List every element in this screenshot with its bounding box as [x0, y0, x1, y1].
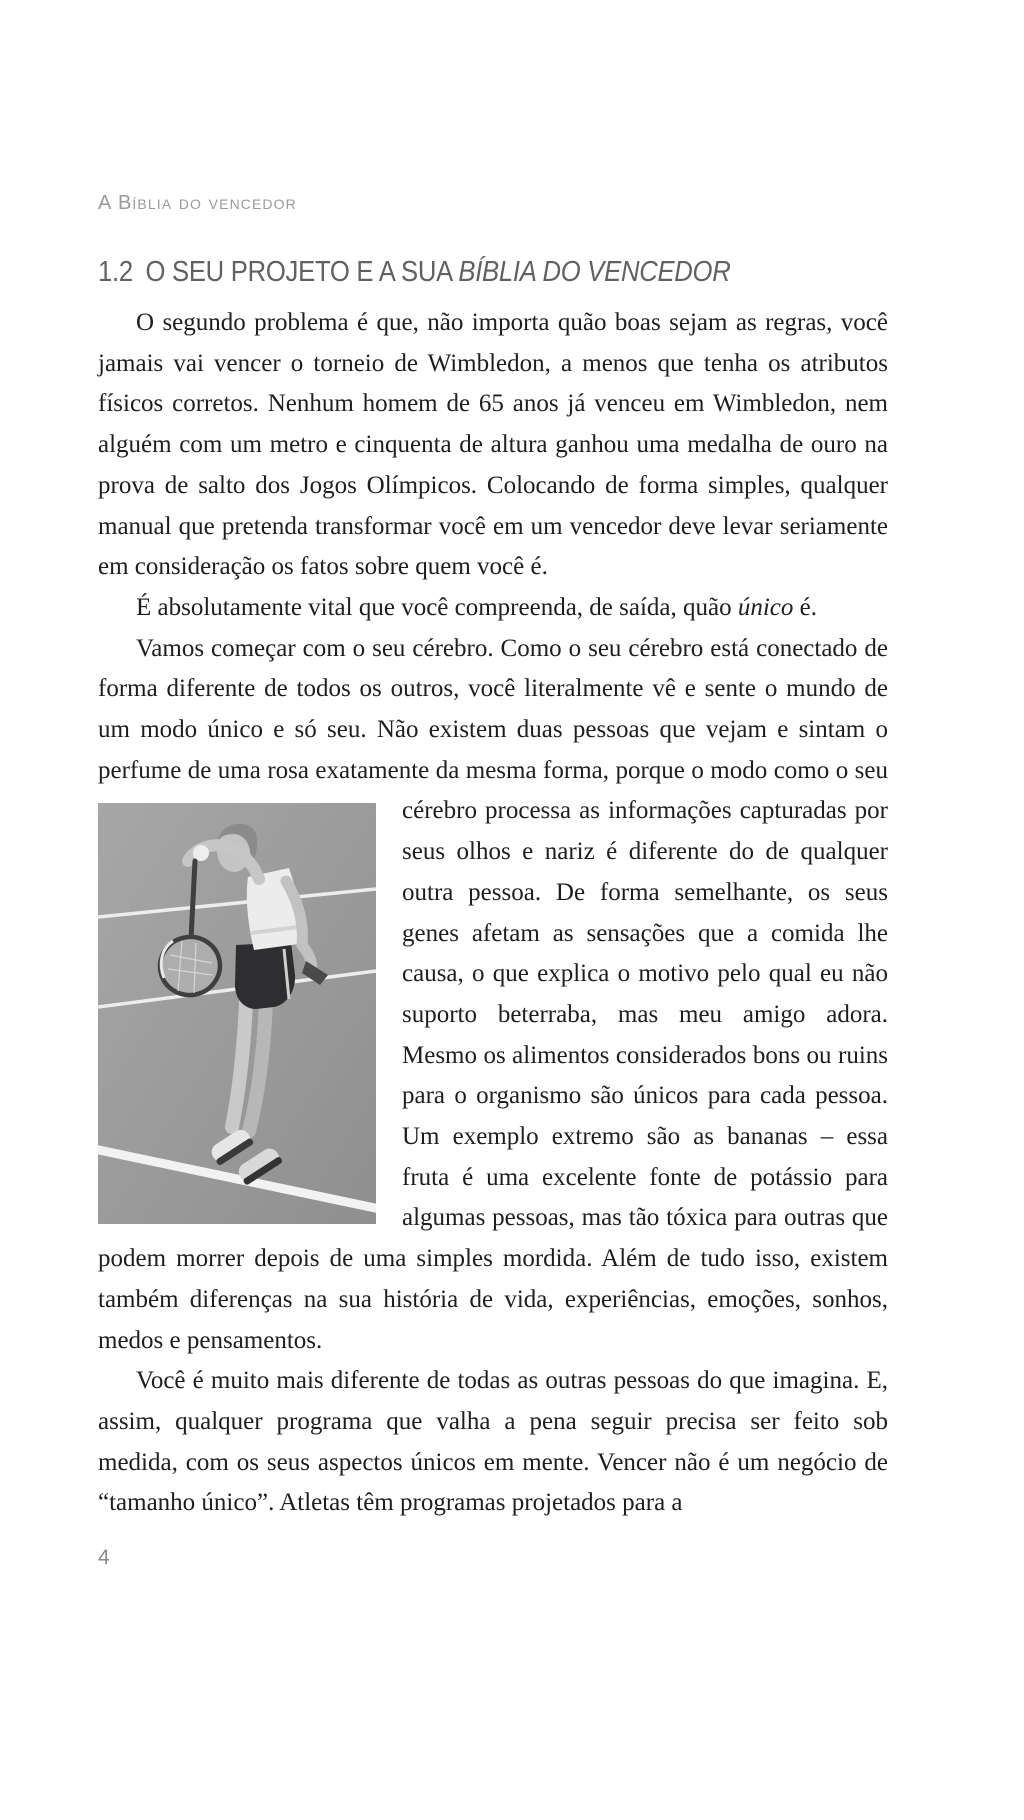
paragraph-2-text-after: é.	[793, 593, 818, 621]
body-text	[98, 303, 888, 1524]
tennis-player-photo	[98, 803, 376, 1224]
page-number: 4	[98, 1546, 110, 1569]
section-number: 1.2	[98, 256, 133, 288]
paragraph-2-italic-word: único	[737, 593, 794, 621]
section-title-italic: BÍBLIA DO VENCEDOR	[458, 256, 731, 288]
paragraph-2	[98, 588, 888, 629]
paragraph-1: O segundo problema é que, não importa quão boas sejam as regras, você jamais vai vencer o torneio de Wimbledon, a menos que tenha os atributos físicos corretos. Nenhum homem de 65 anos já venceu em Wimbledon, nem alguém com um metro e cinquenta de altura ganhou uma medalha de ouro na prova de salto dos Jogos Olímpicos. Colocando de forma simples, qualquer manual que pretenda transformar você em um vencedor deve levar seriamente em consideração os fatos sobre quem você é.	[98, 309, 888, 581]
paragraph-3-text-after-photo: porque o modo como o seu cérebro processa as informações capturadas por seus olhos e nariz é diferente do de qualquer outra pessoa. De forma semelhante, os seus genes afetam as sensações que a comida lhe causa, o que explica o motivo pelo qual eu não suporto beterraba, mas meu amigo adora. Mesmo os alimentos considerados bons ou ruins para o organismo são únicos para cada pessoa. Um exemplo extremo são as bananas – essa fruta é uma excelente fonte de potássio para algumas pessoas, mas tão tóxica para outras que podem morrer depois de uma simples mordida. Além de tudo isso, existem também diferenças na sua história de vida, experiências, emoções, sonhos, medos e pensamentos.	[98, 756, 889, 1354]
paragraph-3	[98, 629, 888, 1362]
tennis-photo-graphic	[98, 803, 376, 1224]
section-title: O SEU PROJETO E A SUA	[145, 256, 459, 288]
paragraph-3-text-before-photo: Vamos começar com o seu cérebro. Como o seu cérebro está conectado de forma diferente de todos os outros, você literalmente vê e sente o mundo de um modo único e só seu. Não existem duas pessoas que vejam e sintam o perfume de uma rosa exatamente da mesma forma,	[98, 634, 888, 784]
running-head: A Bíblia do vencedor	[98, 192, 297, 214]
paragraph-4: Você é muito mais diferente de todas as outras pessoas do que imagina. E, assim, qualquer programa que valha a pena seguir precisa ser feito sob medida, com os seus aspectos únicos em mente. Vencer não é um negócio de “tamanho único”. Atletas têm programas projetados para a	[98, 1367, 888, 1517]
paragraph-2-text-before: É absolutamente vital que você compreenda, de saída, quão	[136, 593, 738, 621]
section-heading	[98, 256, 731, 289]
